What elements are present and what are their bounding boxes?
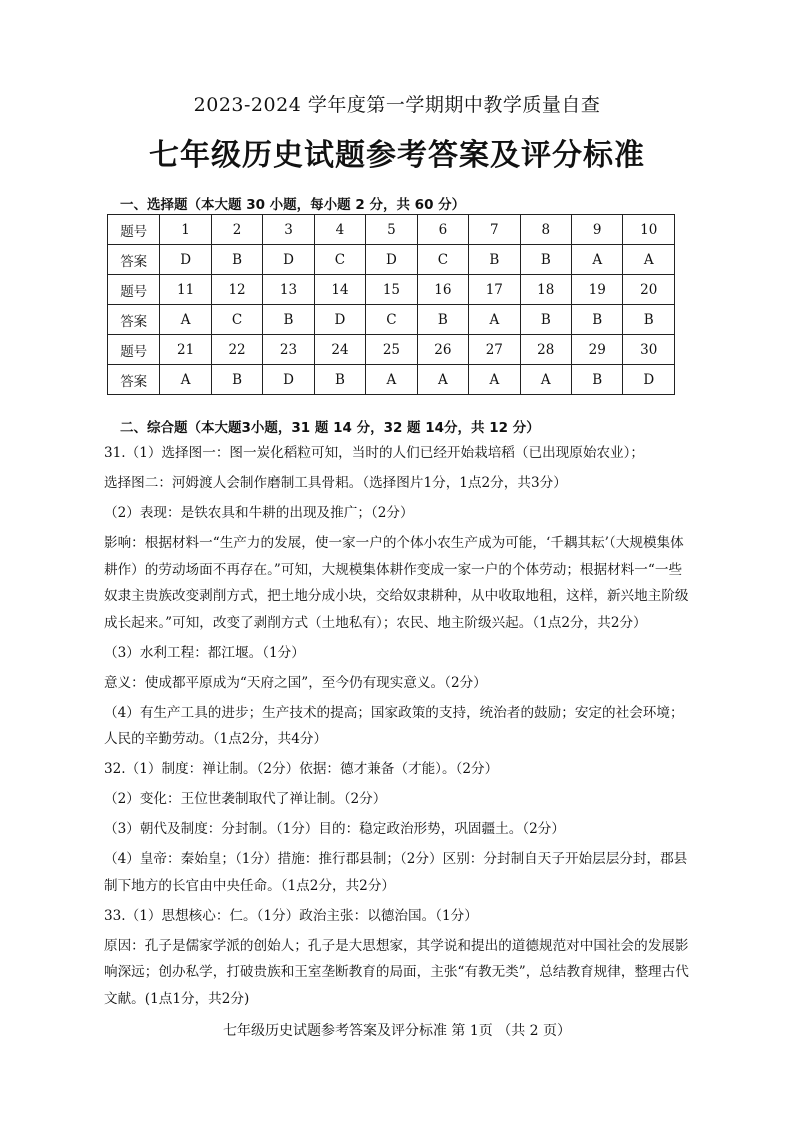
table-cell: D	[263, 245, 314, 275]
page-title: 七年级历史试题参考答案及评分标准	[149, 138, 645, 173]
table-cell: 8	[520, 215, 571, 245]
table-cell: B	[572, 365, 623, 395]
answer-paragraph: （4）有生产工具的进步；生产技术的提高；国家政策的支持，统治者的鼓励；安定的社会环境；人民的辛勤劳动。（1点2分，共4分）	[104, 704, 684, 748]
table-cell: D	[160, 245, 211, 275]
table-cell: 20	[623, 275, 675, 305]
table-cell: A	[623, 245, 675, 275]
table-cell: 29	[572, 335, 623, 365]
table-cell: B	[211, 245, 262, 275]
table-row	[108, 365, 675, 395]
table-cell: 24	[314, 335, 365, 365]
table-cell: 5	[366, 215, 417, 245]
answer-paragraph: （4）皇帝：秦始皇；（1分）措施：推行郡县制；（2分）区别：分封制自天子开始层层分封，郡县制下地方的长官由中央任命。（1点2分，共2分）	[104, 851, 688, 894]
section2-heading: 二、综合题（本大题3小题，31 题 14 分，32 题 14分，共 12 分）	[120, 420, 540, 436]
table-cell: A	[469, 365, 520, 395]
table-cell: B	[314, 365, 365, 395]
table-cell: B	[211, 365, 262, 395]
answer-paragraph: （3）水利工程：都江堰。（1分）	[104, 644, 305, 661]
table-row	[108, 305, 675, 335]
table-cell: 1	[160, 215, 211, 245]
table-cell: D	[623, 365, 675, 395]
table-cell: D	[366, 245, 417, 275]
table-row	[108, 275, 675, 305]
table-cell: D	[263, 365, 314, 395]
table-cell: 26	[417, 335, 468, 365]
answer-paragraph: 33.（1）思想核心：仁。（1分）政治主张：以德治国。（1分）	[104, 907, 478, 924]
answer-paragraph: 选择图二：河姆渡人会制作磨制工具骨耜。（选择图片1分，1点2分，共3分）	[104, 474, 567, 491]
table-cell: A	[469, 305, 520, 335]
table-cell: 15	[366, 275, 417, 305]
table-cell: B	[572, 305, 623, 335]
table-cell: 14	[314, 275, 365, 305]
page-footer: 七年级历史试题参考答案及评分标准 第 1页 （共 2 页）	[222, 1023, 572, 1039]
section1-heading: 一、选择题（本大题 30 小题，每小题 2 分，共 60 分）	[120, 197, 466, 213]
row-label: 答案	[108, 245, 160, 275]
table-cell: 9	[572, 215, 623, 245]
table-cell: B	[623, 305, 675, 335]
answer-paragraph: （2）表现：是铁农具和牛耕的出现及推广；（2分）	[104, 504, 414, 521]
answer-paragraph: 32.（1）制度：禅让制。（2分）依据：德才兼备（才能）。（2分）	[104, 761, 499, 778]
exam-subtitle: 2023-2024 学年度第一学期期中教学质量自查	[193, 94, 601, 116]
table-cell: B	[417, 305, 468, 335]
table-cell: B	[469, 245, 520, 275]
table-cell: 11	[160, 275, 211, 305]
table-cell: A	[572, 245, 623, 275]
table-cell: 19	[572, 275, 623, 305]
table-cell: C	[417, 245, 468, 275]
table-cell: 21	[160, 335, 211, 365]
table-cell: A	[160, 365, 211, 395]
table-cell: 10	[623, 215, 675, 245]
table-cell: 23	[263, 335, 314, 365]
table-row	[108, 335, 675, 365]
table-row	[108, 215, 675, 245]
table-cell: C	[366, 305, 417, 335]
table-row	[108, 245, 675, 275]
table-cell: B	[263, 305, 314, 335]
table-cell: 17	[469, 275, 520, 305]
answer-table	[107, 214, 675, 395]
row-label: 答案	[108, 305, 160, 335]
table-cell: 7	[469, 215, 520, 245]
row-label: 题号	[108, 215, 160, 245]
table-cell: 30	[623, 335, 675, 365]
answer-paragraph: 意义：使成都平原成为“天府之国”，至今仍有现实意义。（2分）	[104, 674, 487, 691]
answer-paragraph: （3）朝代及制度：分封制。（1分）目的：稳定政治形势，巩固疆土。（2分）	[104, 821, 565, 838]
table-cell: C	[314, 245, 365, 275]
table-cell: C	[211, 305, 262, 335]
row-label: 答案	[108, 365, 160, 395]
table-cell: B	[520, 305, 571, 335]
table-cell: 22	[211, 335, 262, 365]
table-cell: 2	[211, 215, 262, 245]
table-cell: B	[520, 245, 571, 275]
table-cell: A	[520, 365, 571, 395]
answer-paragraph: 31.（1）选择图一：图一炭化稻粒可知，当时的人们已经开始栽培稻（已出现原始农业）；	[104, 445, 645, 461]
table-cell: D	[314, 305, 365, 335]
answer-paragraph: 原因：孔子是儒家学派的创始人；孔子是大思想家，其学说和提出的道德规范对中国社会的发展影响深远；创办私学，打破贵族和王室垄断教育的局面，主张“有教无类”，总结教育规律，整理古代文献。(1点1分，共2分)	[104, 937, 689, 1007]
table-cell: 28	[520, 335, 571, 365]
answer-body	[104, 440, 694, 1016]
table-cell: A	[366, 365, 417, 395]
table-cell: 4	[314, 215, 365, 245]
answer-paragraph: 影响：根据材料一“生产力的发展，使一家一户的个体小农生产成为可能，‘千耦其耘’（大规模集体耕作）的劳动场面不再存在。”可知，大规模集体耕作变成一家一户的个体劳动；根据材料一“一些奴隶主贵族改变剥削方式，把土地分成小块，交给奴隶耕种，从中收取地租，这样，新兴地主阶级成长起来。”可知，改变了剥削方式（土地私有）；农民、地主阶级兴起。（1点2分，共2分）	[104, 534, 689, 631]
answer-paragraph: （2）变化：王位世袭制取代了禅让制。（2分）	[104, 791, 387, 808]
table-cell: A	[417, 365, 468, 395]
row-label: 题号	[108, 275, 160, 305]
table-cell: 12	[211, 275, 262, 305]
table-cell: 18	[520, 275, 571, 305]
row-label: 题号	[108, 335, 160, 365]
table-cell: 25	[366, 335, 417, 365]
table-cell: 13	[263, 275, 314, 305]
table-cell: 16	[417, 275, 468, 305]
table-cell: A	[160, 305, 211, 335]
table-cell: 27	[469, 335, 520, 365]
table-cell: 6	[417, 215, 468, 245]
table-cell: 3	[263, 215, 314, 245]
